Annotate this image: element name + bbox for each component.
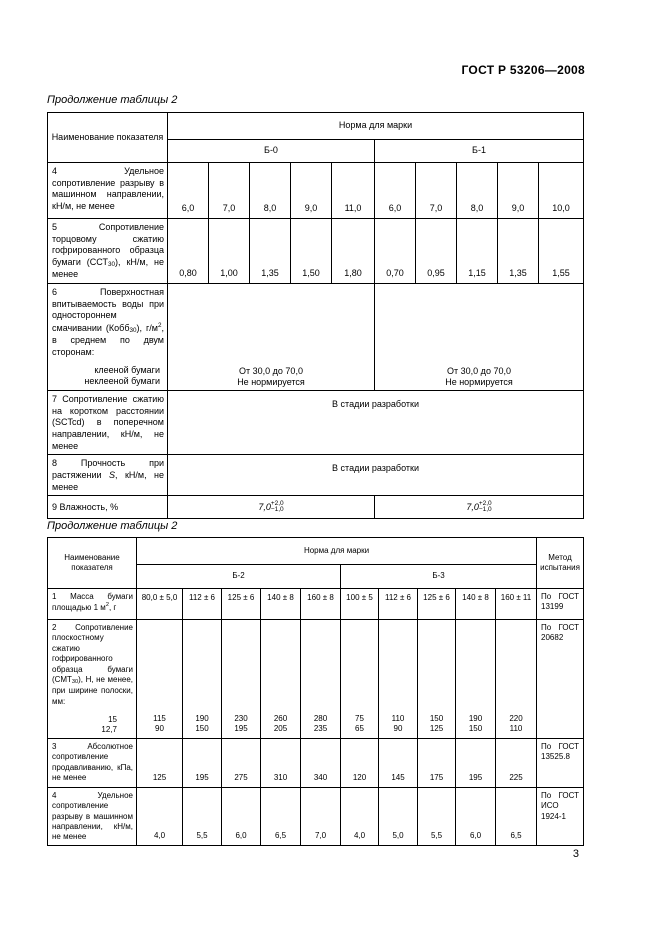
t2-row2-sub1: 15 — [108, 715, 117, 724]
t1-row5-val: 1,55 — [539, 219, 584, 284]
t2-row4-val: 5,5 — [183, 787, 222, 845]
t2-row4-val: 5,0 — [379, 787, 418, 845]
t2-row3-val: 145 — [379, 738, 418, 787]
t2-row1-val: 160 ± 8 — [301, 589, 341, 620]
t2-row-2 — [48, 620, 584, 739]
t1-row5-val: 0,80 — [168, 219, 209, 284]
t1-row6-b0: От 30,0 до 70,0 Не нормируется — [168, 284, 375, 391]
t2-row4-val: 6,5 — [261, 787, 301, 845]
t1-row8-name: 8 Прочность при растяжении S, кН/м, не менее — [48, 455, 168, 496]
t2-row3-val: 275 — [222, 738, 261, 787]
t2-row4-val: 6,0 — [456, 787, 496, 845]
t2-row4-val: 4,0 — [137, 787, 183, 845]
t2-norm-header: Норма для марки — [137, 538, 537, 565]
t2-row1-val: 125 ± 6 — [418, 589, 456, 620]
t2-row1-val: 112 ± 6 — [379, 589, 418, 620]
t1-row6-b1: От 30,0 до 70,0 Не нормируется — [375, 284, 584, 391]
t1-row4-val: 8,0 — [250, 163, 291, 219]
t2-row3-val: 125 — [137, 738, 183, 787]
t1-row5-val: 1,15 — [457, 219, 498, 284]
t1-row5-val: 1,35 — [498, 219, 539, 284]
t1-row4-val: 9,0 — [291, 163, 332, 219]
t1-row6-sub1: клееной бумаги — [94, 364, 160, 375]
t1-row4-val: 6,0 — [168, 163, 209, 219]
t2-row1-method: По ГОСТ 13199 — [537, 589, 584, 620]
t1-row4-val: 11,0 — [332, 163, 375, 219]
t2-row-1 — [48, 589, 584, 620]
t2-row3-method: По ГОСТ 13525.8 — [537, 738, 584, 787]
t1-row4-val: 10,0 — [539, 163, 584, 219]
t2-row2-val: 260 205 — [261, 620, 301, 739]
t1-row-4 — [48, 163, 584, 219]
t2-row2-val: 75 65 — [341, 620, 379, 739]
t1-row-7 — [48, 390, 584, 454]
t1-row-5 — [48, 219, 584, 284]
t2-row3-val: 310 — [261, 738, 301, 787]
t1-row4-val: 9,0 — [498, 163, 539, 219]
t2-row1-val: 140 ± 8 — [261, 589, 301, 620]
t2-row2-val: 190 150 — [183, 620, 222, 739]
standard-designation: ГОСТ Р 53206—2008 — [461, 63, 585, 77]
t2-col-name-header: Наименование показателя — [48, 538, 137, 589]
t2-row4-val: 7,0 — [301, 787, 341, 845]
t1-row6-name: 6 Поверхностная впитываемость воды при одностороннем смачивании (Кобб30), $г/м^2$, в среднем по двум сторонам: клееной бумаги неклееной бумаги — [48, 284, 168, 391]
t2-row2-val: 150 125 — [418, 620, 456, 739]
t1-row8-value: В стадии разработки — [168, 455, 584, 496]
t1-row9-name: 9 Влажность, % — [48, 496, 168, 519]
t2-method-header: Метод испытания — [537, 538, 584, 589]
t2-row2-name: 2 Сопротивление плоскостному сжатию гофрированного образца бумаги (СМТ30), Н, не менее, при ширине полоски, мм: 15 12,7 — [48, 620, 137, 739]
t2-row1-val: 140 ± 8 — [456, 589, 496, 620]
t1-row5-name: 5 Сопротивление торцовому сжатию гофрированного образца бумаги (ССТ30), кН/м, не менее — [48, 219, 168, 284]
t2-row3-val: 225 — [496, 738, 537, 787]
t2-row3-val: 340 — [301, 738, 341, 787]
t2-row2-sub2: 12,7 — [101, 725, 117, 735]
t2-row4-val: 6,0 — [222, 787, 261, 845]
t1-brand-b1: Б-1 — [375, 140, 584, 163]
t2-brand-b3: Б-3 — [341, 565, 537, 589]
t2-row2-method: По ГОСТ 20682 — [537, 620, 584, 739]
t2-row2-val: 230 195 — [222, 620, 261, 739]
t1-norm-header: Норма для марки — [168, 113, 584, 140]
table1 — [47, 112, 584, 519]
t1-row5-val: 0,70 — [375, 219, 416, 284]
t1-col-name-header: Наименование показателя — [48, 113, 168, 163]
t1-row4-val: 8,0 — [457, 163, 498, 219]
page-number: 3 — [572, 848, 579, 860]
t2-row3-val: 120 — [341, 738, 379, 787]
t2-row3-val: 195 — [456, 738, 496, 787]
t1-row7-name: 7 Сопротивление сжатию на коротком расстоянии (SCTcd) в поперечном направлении, кН/м, не менее — [48, 390, 168, 454]
t2-row4-val: 4,0 — [341, 787, 379, 845]
t2-brand-b2: Б-2 — [137, 565, 341, 589]
table2 — [47, 537, 584, 846]
t2-row2-val: 115 90 — [137, 620, 183, 739]
t2-row2-val: 280 235 — [301, 620, 341, 739]
t1-row4-val: 7,0 — [209, 163, 250, 219]
t1-row6-sub2: неклееной бумаги — [84, 376, 160, 387]
t1-row5-val: 1,00 — [209, 219, 250, 284]
t1-row9-b0: 7,0 +2,0 −1,0 — [168, 496, 375, 519]
t1-brand-b0: Б-0 — [168, 140, 375, 163]
t1-row4-val: 6,0 — [375, 163, 416, 219]
t2-row3-val: 195 — [183, 738, 222, 787]
t1-row5-val: 1,50 — [291, 219, 332, 284]
t1-row4-name: 4 Удельное сопротивление разрыву в машинном направлении, кН/м, не менее — [48, 163, 168, 219]
t2-row4-val: 6,5 — [496, 787, 537, 845]
t2-row2-val: 220 110 — [496, 620, 537, 739]
t1-row5-val: 1,80 — [332, 219, 375, 284]
t2-row3-val: 175 — [418, 738, 456, 787]
t1-row5-val: 0,95 — [416, 219, 457, 284]
t1-row-9 — [48, 496, 584, 519]
t2-row4-name: 4 Удельное сопротивление разрыву в машинном направлении, кН/м, не менее — [48, 787, 137, 845]
t2-row4-val: 5,5 — [418, 787, 456, 845]
t2-row1-val: 160 ± 11 — [496, 589, 537, 620]
t2-row2-val: 190 150 — [456, 620, 496, 739]
t2-row3-name: 3 Абсолютное сопротивление продавливанию, кПа, не менее — [48, 738, 137, 787]
t2-row4-method: По ГОСТ ИСО 1924-1 — [537, 787, 584, 845]
t2-row1-val: 112 ± 6 — [183, 589, 222, 620]
t1-row5-val: 1,35 — [250, 219, 291, 284]
t2-row-4 — [48, 787, 584, 845]
t2-row1-val: 80,0 ± 5,0 — [137, 589, 183, 620]
t1-row-8 — [48, 455, 584, 496]
t1-row-6 — [48, 284, 584, 391]
t1-row7-value: В стадии разработки — [168, 390, 584, 454]
t2-row2-val: 110 90 — [379, 620, 418, 739]
table2-caption: Продолжение таблицы 2 — [47, 520, 178, 532]
t2-row1-val: 125 ± 6 — [222, 589, 261, 620]
table1-caption: Продолжение таблицы 2 — [47, 94, 178, 106]
t2-row-3 — [48, 738, 584, 787]
t2-row1-name: 1 Масса бумаги площадью 1 $м^2$, г — [48, 589, 137, 620]
t1-row4-val: 7,0 — [416, 163, 457, 219]
t2-row1-val: 100 ± 5 — [341, 589, 379, 620]
t1-row9-b1: 7,0 +2,0 −1,0 — [375, 496, 584, 519]
